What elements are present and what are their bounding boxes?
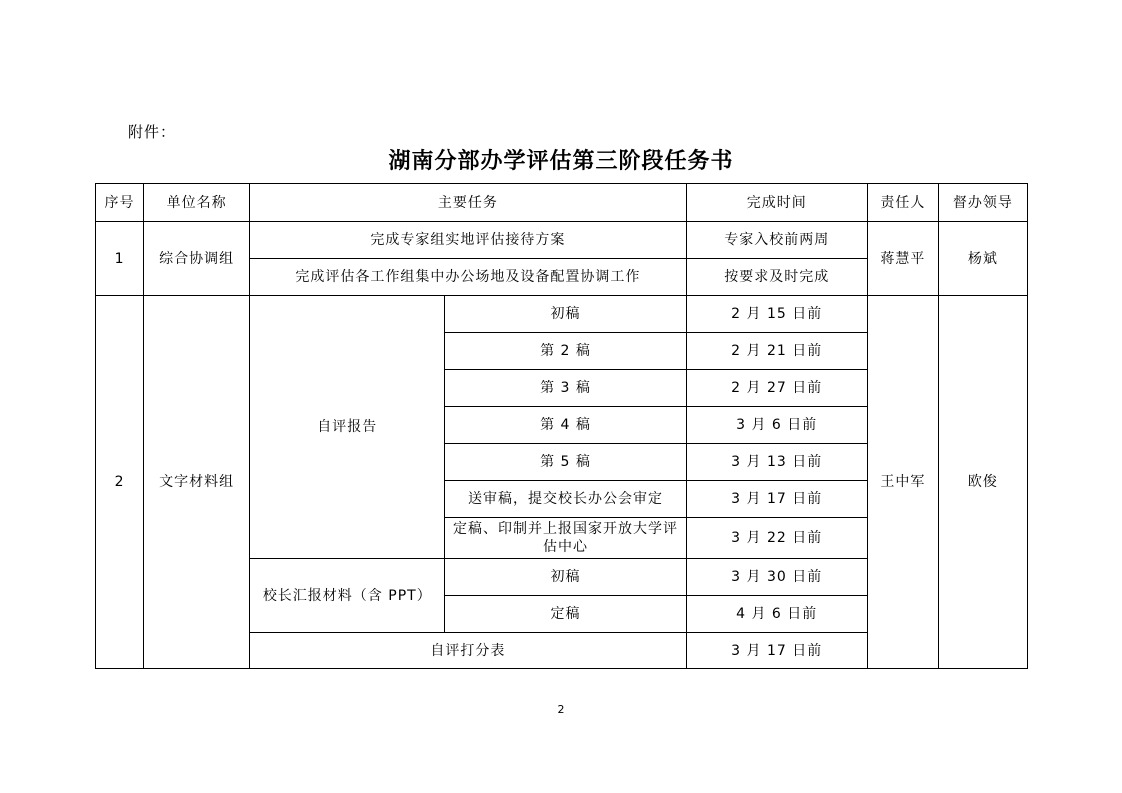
president-report-step: 初稿 [445,559,686,596]
group1-deadline-2: 按要求及时完成 [686,259,867,296]
header-task: 主要任务 [250,184,686,222]
table-row [96,296,1028,333]
header-unit: 单位名称 [144,184,250,222]
group2-unit: 文字材料组 [144,296,250,669]
self-report-step: 初稿 [445,296,686,333]
group2-supervisor: 欧俊 [938,296,1027,669]
attachment-label: 附件： [128,123,177,141]
header-supervisor: 督办领导 [938,184,1027,222]
president-report-deadline: 4 月 6 日前 [686,596,867,633]
self-report-deadline: 3 月 13 日前 [686,444,867,481]
group1-unit: 综合协调组 [144,222,250,296]
header-owner: 责任人 [867,184,938,222]
self-report-deadline: 2 月 21 日前 [686,333,867,370]
group1-index: 1 [96,222,144,296]
group2-index: 2 [96,296,144,669]
self-report-step: 送审稿，提交校长办公会审定 [445,481,686,518]
group2-owner: 王中军 [867,296,938,669]
header-index: 序号 [96,184,144,222]
president-report-step: 定稿 [445,596,686,633]
document-title: 湖南分部办学评估第三阶段任务书 [388,148,734,174]
self-report-step: 第 3 稿 [445,370,686,407]
scoring-deadline: 3 月 17 日前 [686,633,867,669]
group1-owner: 蒋慧平 [867,222,938,296]
task-table [95,183,1028,669]
group1-deadline-1: 专家入校前两周 [686,222,867,259]
self-report-deadline: 3 月 6 日前 [686,407,867,444]
president-report-deadline: 3 月 30 日前 [686,559,867,596]
group1-task-2: 完成评估各工作组集中办公场地及设备配置协调工作 [250,259,686,296]
self-report-label: 自评报告 [250,296,445,559]
page-number: 2 [557,703,565,716]
scoring-task: 自评打分表 [250,633,686,669]
president-report-label: 校长汇报材料（含 PPT） [250,559,445,633]
self-report-step: 定稿、印制并上报国家开放大学评估中心 [445,518,686,559]
header-deadline: 完成时间 [686,184,867,222]
header-row [96,184,1028,222]
table-row [96,222,1028,259]
group1-supervisor: 杨斌 [938,222,1027,296]
self-report-step: 第 4 稿 [445,407,686,444]
group1-task-1: 完成专家组实地评估接待方案 [250,222,686,259]
self-report-deadline: 3 月 17 日前 [686,481,867,518]
self-report-deadline: 3 月 22 日前 [686,518,867,559]
self-report-step: 第 2 稿 [445,333,686,370]
self-report-step: 第 5 稿 [445,444,686,481]
self-report-deadline: 2 月 15 日前 [686,296,867,333]
self-report-deadline: 2 月 27 日前 [686,370,867,407]
